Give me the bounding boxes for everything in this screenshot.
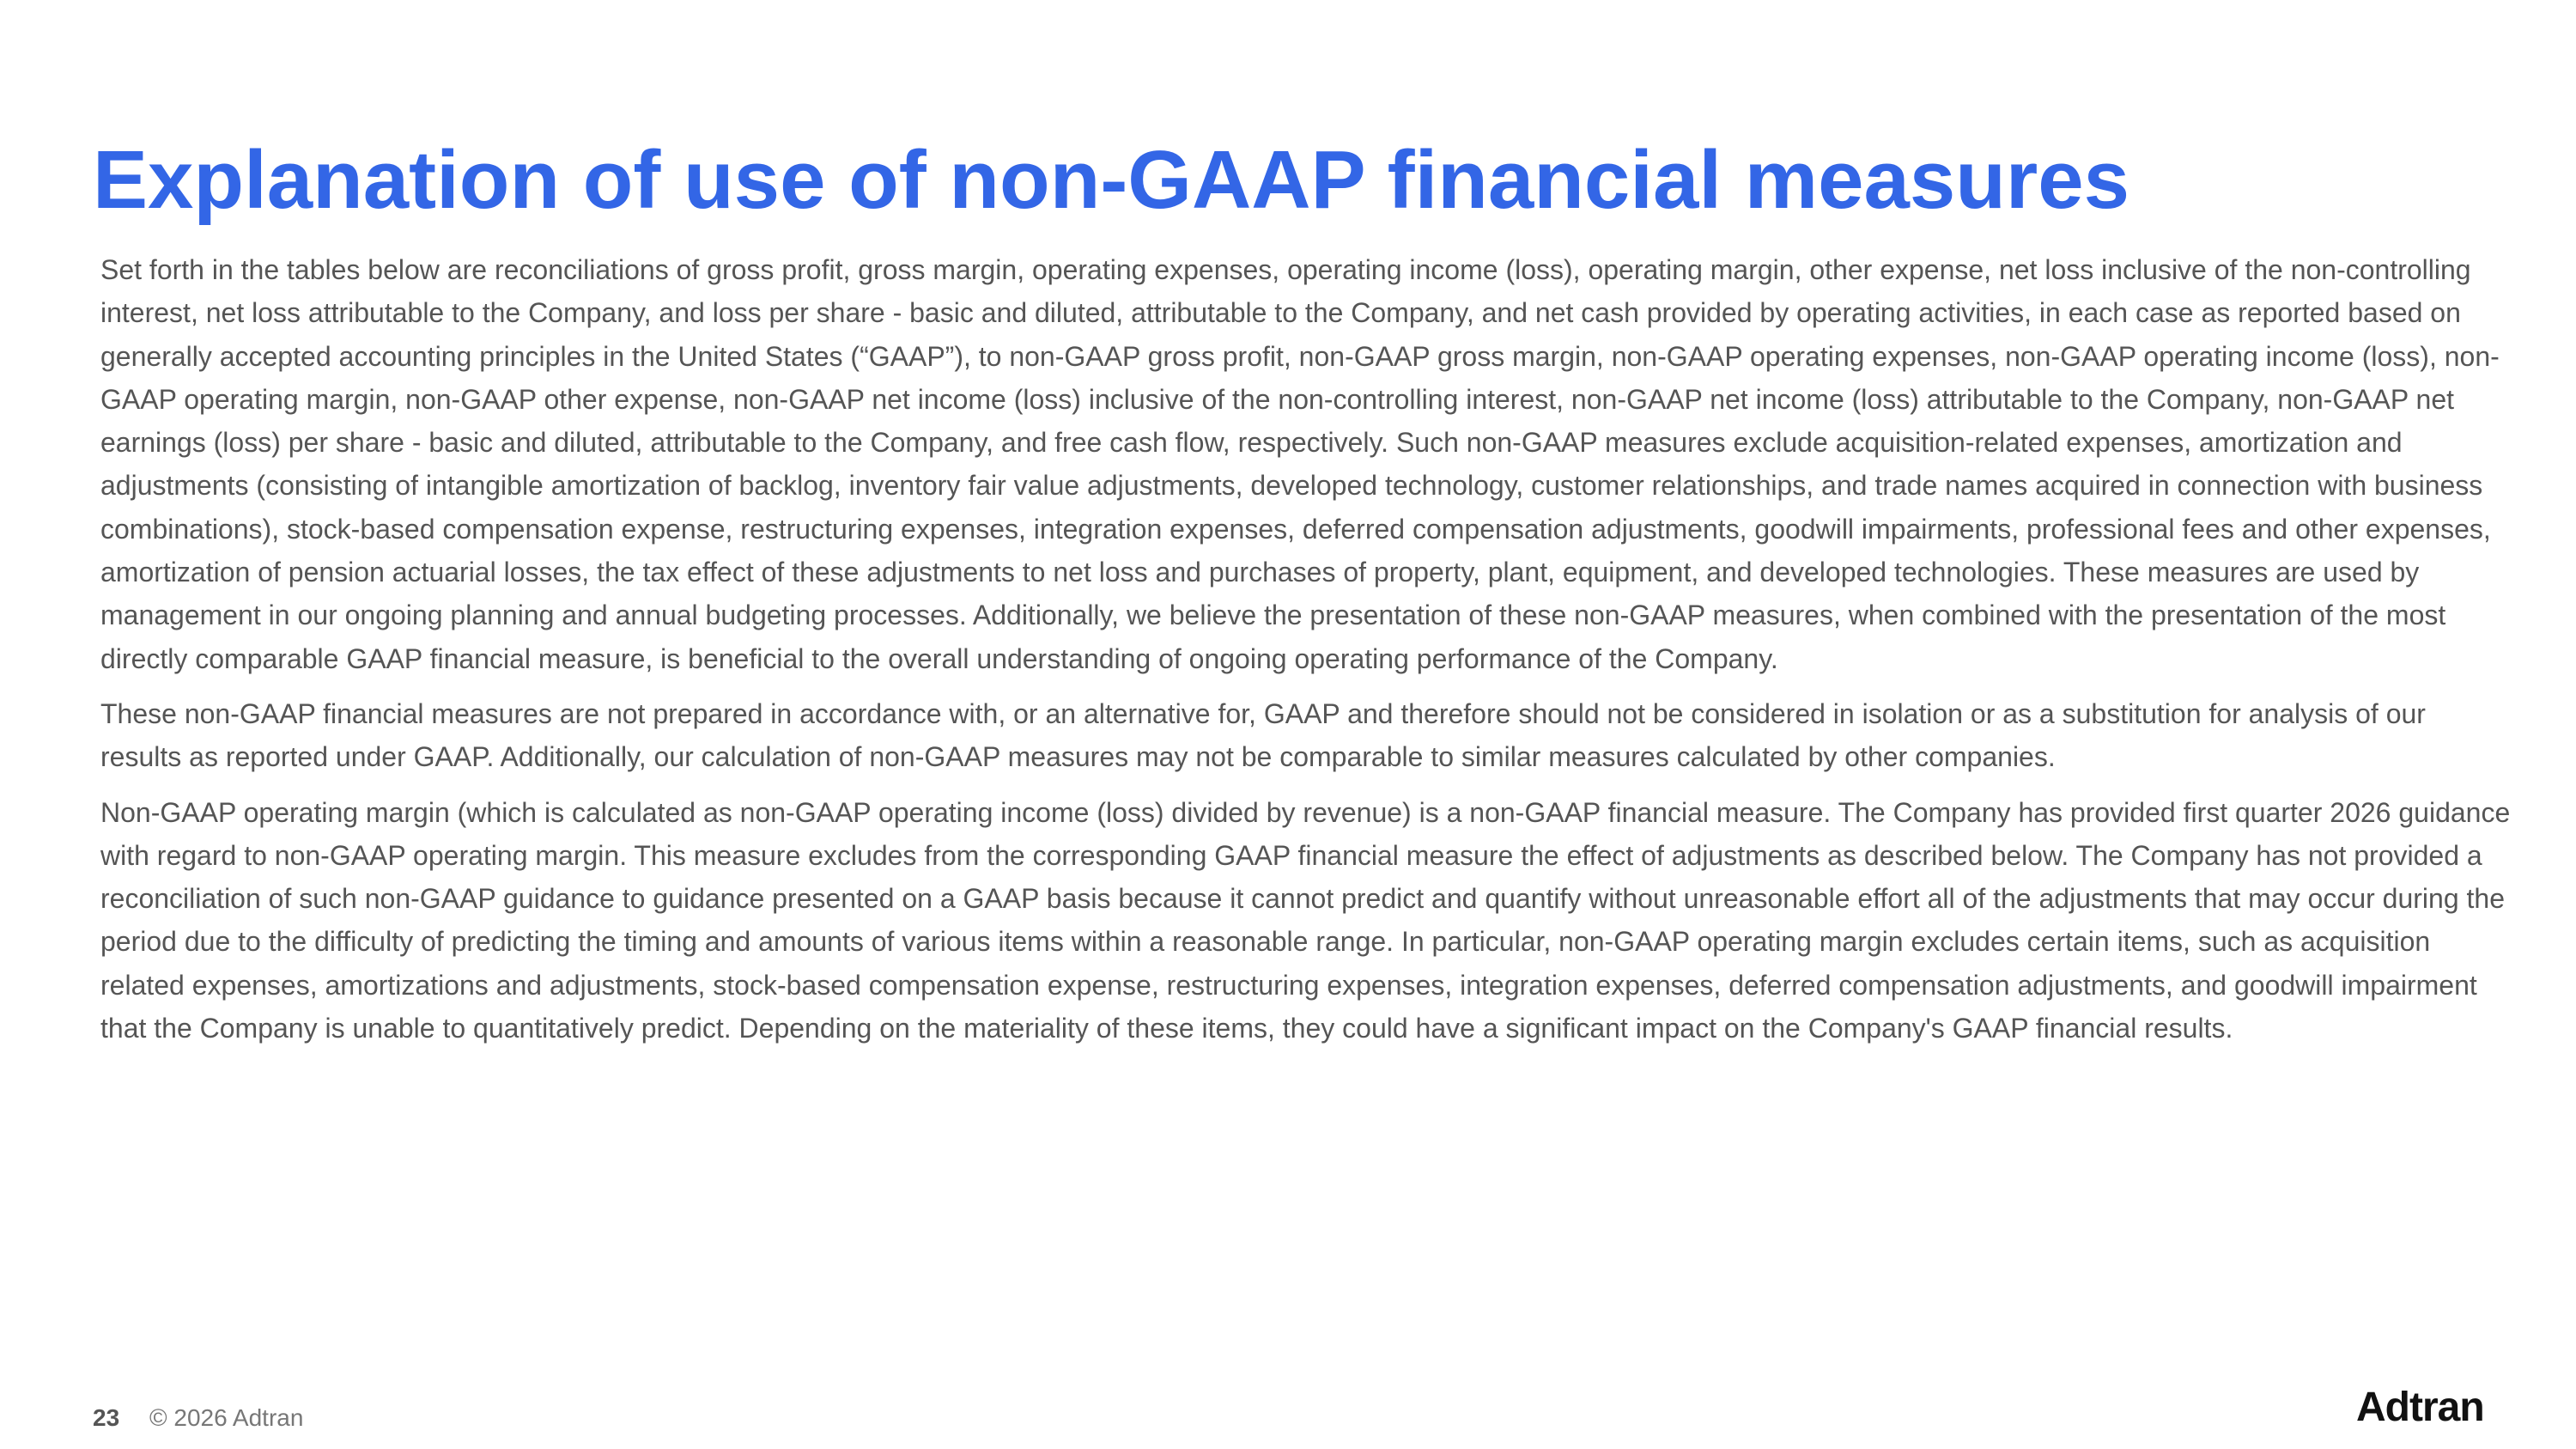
paragraph-operating-margin-guidance: Non-GAAP operating margin (which is calculated as non-GAAP operating income (loss) divided by revenue) is a non-GAAP financial measure. The Company has provided first quarter 2026 guidance with regard to non-GAAP operating margin. This measure excludes from the corresponding GAAP financial measure the effect of adjustments as described below. The Company has not provided a reconciliation of such non-GAAP guidance to guidance presented on a GAAP basis because it cannot predict and quantify without unreasonable effort all of the adjustments that may occur during the period due to the difficulty of predicting the timing and amounts of various items within a reasonable range. In particular, non-GAAP operating margin excludes certain items, such as acquisition related expenses, amortizations and adjustments, stock-based compensation expense, restructuring expenses, integration expenses, deferred compensation adjustments, and goodwill impairment that the Company is unable to quantitatively predict. Depending on the materiality of these items, they could have a significant impact on the Company's GAAP financial results. <box>100 796 2511 1044</box>
svg-text:Adtran: Adtran <box>2356 1385 2484 1429</box>
page-number: 23 <box>93 1404 120 1431</box>
paragraph-non-gaap-disclaimer: These non-GAAP financial measures are not prepared in accordance with, or an alternative for, GAAP and therefore should not be considered in isolation or as a substitution for analysis of our results as reported under GAAP. Additionally, our calculation of non-GAAP measures may not be comparable to similar measures calculated by other companies. <box>100 697 2426 773</box>
body-text <box>100 248 2513 1062</box>
copyright-text: © 2026 Adtran <box>149 1404 304 1431</box>
paragraph-non-gaap-reconciliations: Set forth in the tables below are reconciliations of gross profit, gross margin, operating expenses, operating income (loss), operating margin, other expense, net loss inclusive of the non-controlling interest, net loss attributable to the Company, and loss per share - basic and diluted, attributable to the Company, and net cash provided by operating activities, in each case as reported based on generally accepted accounting principles in the United States (“GAAP”), to non-GAAP gross profit, non-GAAP gross margin, non-GAAP operating expenses, non-GAAP operating income (loss), non-GAAP operating margin, non-GAAP other expense, non-GAAP net income (loss) inclusive of the non-controlling interest, non-GAAP net income (loss) attributable to the Company, non-GAAP net earnings (loss) per share - basic and diluted, attributable to the Company, and free cash flow, respectively. Such non-GAAP measures exclude acquisition-related expenses, amortization and adjustments (consisting of intangible amortization of backlog, inventory fair value adjustments, developed technology, customer relationships, and trade names acquired in connection with business combinations), stock-based compensation expense, restructuring expenses, integration expenses, deferred compensation adjustments, goodwill impairments, professional fees and other expenses, amortization of pension actuarial losses, the tax effect of these adjustments to net loss and purchases of property, plant, equipment, and developed technologies. These measures are used by management in our ongoing planning and annual budgeting processes. Additionally, we believe the presentation of these non-GAAP measures, when combined with the presentation of the most directly comparable GAAP financial measure, is beneficial to the overall understanding of ongoing operating performance of the Company. <box>100 254 2500 674</box>
slide-title: Explanation of use of non-GAAP financial measures <box>93 134 2130 226</box>
adtran-logo <box>2356 1385 2507 1429</box>
